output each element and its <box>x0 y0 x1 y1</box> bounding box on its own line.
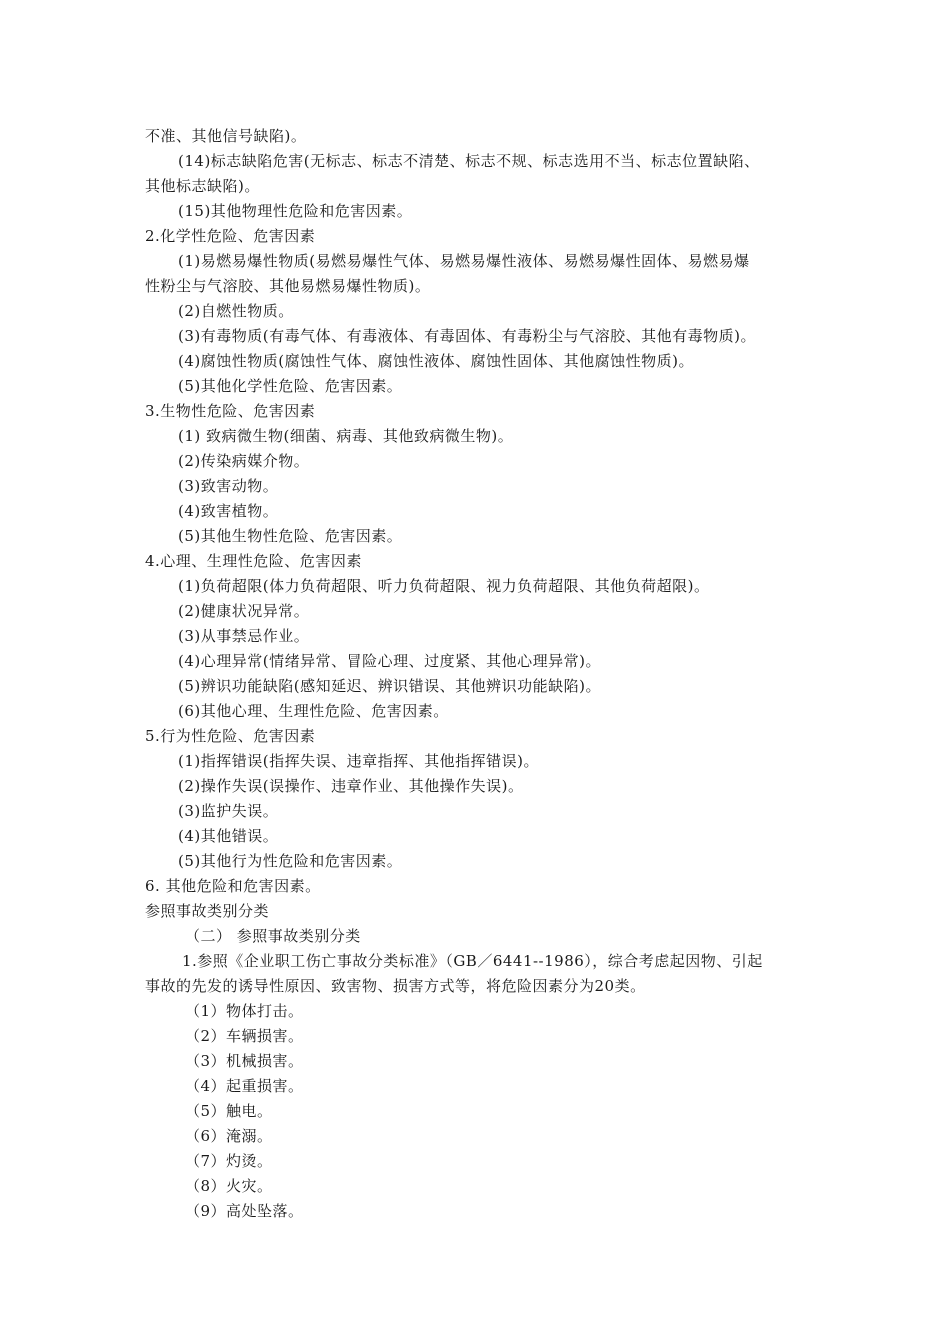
section-heading: 6. 其他危险和危害因素。 <box>145 877 321 895</box>
text-line: (2)操作失误(误操作、违章作业、其他操作失误)。 <box>178 777 524 795</box>
section-heading: 参照事故类别分类 <box>145 902 270 920</box>
text-line: (3)有毒物质(有毒气体、有毒液体、有毒固体、有毒粉尘与气溶胶、其他有毒物质)。 <box>178 327 756 345</box>
section-heading: 4.心理、生理性危险、危害因素 <box>145 552 362 570</box>
text-line: (14)标志缺陷危害(无标志、标志不清楚、标志不规、标志选用不当、标志位置缺陷、 <box>178 152 760 170</box>
text-line: 不准、其他信号缺陷)。 <box>145 127 307 145</box>
text-line: (2)自燃性物质。 <box>178 302 294 320</box>
list-item: （9）高处坠落。 <box>185 1202 304 1220</box>
list-item: （5）触电。 <box>185 1102 273 1120</box>
text-line: 其他标志缺陷)。 <box>145 177 260 195</box>
list-item: （1）物体打击。 <box>185 1002 304 1020</box>
text-line: (5)辨识功能缺陷(感知延迟、辨识错误、其他辨识功能缺陷)。 <box>178 677 601 695</box>
list-item: （8）火灾。 <box>185 1177 273 1195</box>
text-line: (4)其他错误。 <box>178 827 279 845</box>
text-line: (6)其他心理、生理性危险、危害因素。 <box>178 702 449 720</box>
text-line: (1) 致病微生物(细菌、病毒、其他致病微生物)。 <box>178 427 514 445</box>
text-line: (1)易燃易爆性物质(易燃易爆性气体、易燃易爆性液体、易燃易爆性固体、易燃易爆 <box>178 252 750 270</box>
text-line: (3)监护失误。 <box>178 802 279 820</box>
section-heading: 2.化学性危险、危害因素 <box>145 227 316 245</box>
text-line: 1.参照《企业职工伤亡事故分类标准》（GB／6441--1986），综合考虑起因物、引起 <box>182 952 763 970</box>
list-item: （7）灼烫。 <box>185 1152 273 1170</box>
text-line: (4)心理异常(情绪异常、冒险心理、过度紧、其他心理异常)。 <box>178 652 601 670</box>
list-item: （2）车辆损害。 <box>185 1027 304 1045</box>
text-line: (15)其他物理性危险和危害因素。 <box>178 202 413 220</box>
text-line: (5)其他化学性危险、危害因素。 <box>178 377 403 395</box>
text-line: (4)致害植物。 <box>178 502 279 520</box>
text-line: (1)负荷超限(体力负荷超限、听力负荷超限、视力负荷超限、其他负荷超限)。 <box>178 577 710 595</box>
text-line: (1)指挥错误(指挥失误、违章指挥、其他指挥错误)。 <box>178 752 539 770</box>
subsection-heading: （二） 参照事故类别分类 <box>185 927 361 945</box>
text-line: (3)致害动物。 <box>178 477 279 495</box>
text-line: (2)传染病媒介物。 <box>178 452 310 470</box>
text-line: (4)腐蚀性物质(腐蚀性气体、腐蚀性液体、腐蚀性固体、其他腐蚀性物质)。 <box>178 352 694 370</box>
text-line: 事故的先发的诱导性原因、致害物、损害方式等，将危险因素分为20类。 <box>145 977 646 995</box>
text-line: (5)其他行为性危险和危害因素。 <box>178 852 403 870</box>
list-item: （6）淹溺。 <box>185 1127 273 1145</box>
text-line: 性粉尘与气溶胶、其他易燃易爆性物质)。 <box>145 277 431 295</box>
text-line: (5)其他生物性危险、危害因素。 <box>178 527 403 545</box>
section-heading: 5.行为性危险、危害因素 <box>145 727 316 745</box>
section-heading: 3.生物性危险、危害因素 <box>145 402 316 420</box>
text-line: (3)从事禁忌作业。 <box>178 627 310 645</box>
list-item: （4）起重损害。 <box>185 1077 304 1095</box>
list-item: （3）机械损害。 <box>185 1052 304 1070</box>
text-line: (2)健康状况异常。 <box>178 602 310 620</box>
